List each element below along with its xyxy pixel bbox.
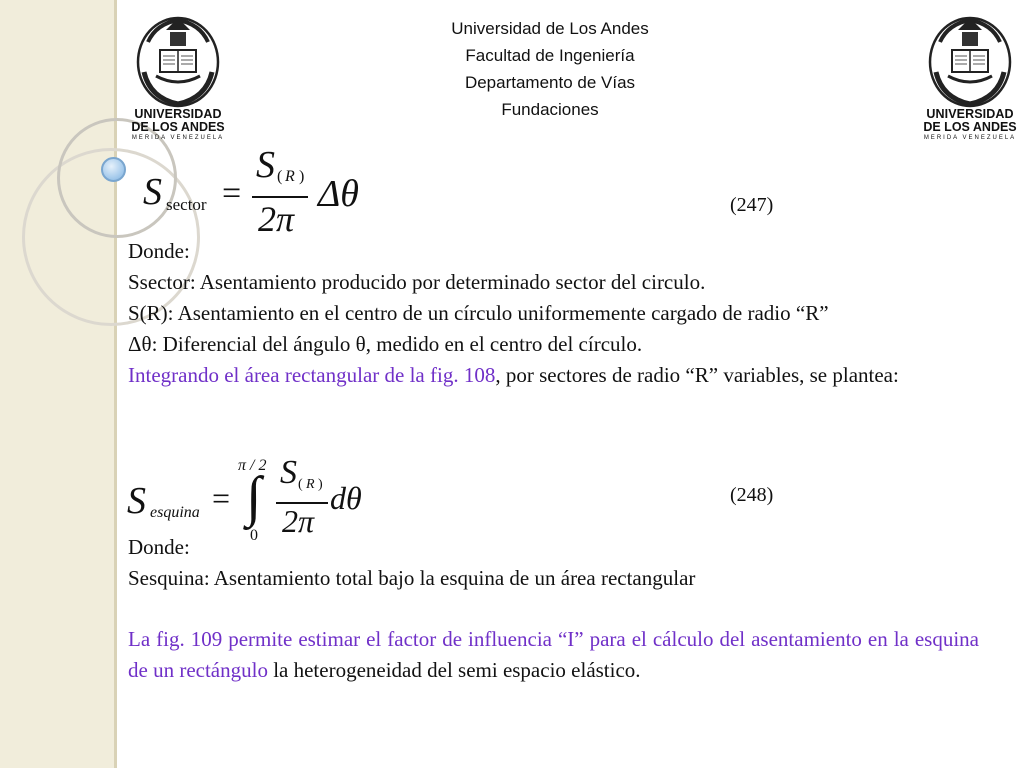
eq247-numerator-arg: R	[285, 168, 295, 185]
eq248-upper-limit: π / 2	[238, 457, 267, 474]
header-faculty: Facultad de Ingeniería	[465, 46, 635, 65]
logo-name-line2: DE LOS ANDES	[131, 120, 225, 134]
eq248-numerator-arg: R	[306, 477, 315, 492]
fig109-highlight: La fig. 109 permite estimar el factor de influencia “I” para el cálculo del asentamiento en la esquina de un rectángulo	[128, 627, 979, 682]
institution-header	[380, 15, 720, 123]
eq248-differential: dθ	[330, 480, 362, 516]
definitions-block-2	[128, 532, 979, 594]
logo-name-line2: DE LOS ANDES	[923, 120, 1017, 134]
university-logo-left	[130, 12, 226, 141]
eq248-numerator-paren-open: (	[298, 477, 303, 492]
header-university: Universidad de Los Andes	[451, 19, 649, 38]
logo-location: MERIDA VENEZUELA	[131, 135, 225, 141]
eq247-numerator-symbol: S	[256, 144, 275, 186]
fig109-rest: la heterogeneidad del semi espacio elástico.	[267, 658, 641, 682]
header-department: Departamento de Vías	[464, 73, 636, 92]
university-logo-right	[922, 12, 1018, 141]
left-band-edge	[114, 0, 117, 768]
integrando-rest: , por sectores de radio “R” variables, se plantea:	[495, 363, 899, 387]
eq247-factor: Δθ	[318, 173, 359, 215]
eq248-numerator-paren-close: )	[318, 477, 323, 492]
eq248-numerator-symbol: S	[280, 454, 297, 491]
eq247-numerator-paren-open: (	[277, 168, 283, 185]
eq248-number: (248)	[730, 484, 774, 506]
eq248-equals: =	[212, 480, 231, 516]
eq248-denominator: 2π	[282, 503, 315, 539]
header-course: Fundaciones	[501, 100, 599, 119]
eq247-denominator: 2π	[258, 199, 295, 239]
eq248-lhs-subscript: esquina	[150, 504, 200, 521]
left-decorative-band	[0, 0, 116, 768]
delta-theta-definition: Δθ: Diferencial del ángulo θ, medido en el centro del círculo.	[128, 332, 643, 356]
eq248-integral-sign: ∫	[246, 466, 262, 528]
eq247-number: (247)	[730, 194, 774, 216]
donde-label: Donde:	[128, 239, 190, 263]
logo-name-line1: UNIVERSIDAD	[926, 107, 1014, 121]
donde-label-2: Donde:	[128, 535, 190, 559]
eq247-numerator-paren-close: )	[299, 168, 305, 185]
eq247-lhs-subscript: sector	[166, 195, 207, 214]
logo-location: MERIDA VENEZUELA	[923, 135, 1017, 141]
eq248-lhs-symbol: S	[127, 480, 146, 522]
integrando-paragraph	[128, 360, 979, 391]
decorative-blue-dot	[101, 157, 126, 182]
definitions-block-1	[128, 236, 979, 391]
eq248-lower-limit: 0	[250, 527, 258, 544]
logo-name-line1: UNIVERSIDAD	[134, 107, 222, 121]
eq247-equals: =	[222, 175, 242, 212]
integrando-highlight: Integrando el área rectangular de la fig. 108	[128, 363, 496, 387]
university-seal-icon	[136, 12, 220, 108]
sesquina-definition: Sesquina: Asentamiento total bajo la esquina de un área rectangular	[128, 566, 696, 590]
ssector-definition: Ssector: Asentamiento producido por determinado sector del circulo.	[128, 270, 706, 294]
eq247-lhs-symbol: S	[143, 171, 162, 213]
sr-definition: S(R): Asentamiento en el centro de un círculo uniformemente cargado de radio “R”	[128, 301, 829, 325]
university-seal-icon	[928, 12, 1012, 108]
fig109-paragraph	[128, 624, 979, 686]
